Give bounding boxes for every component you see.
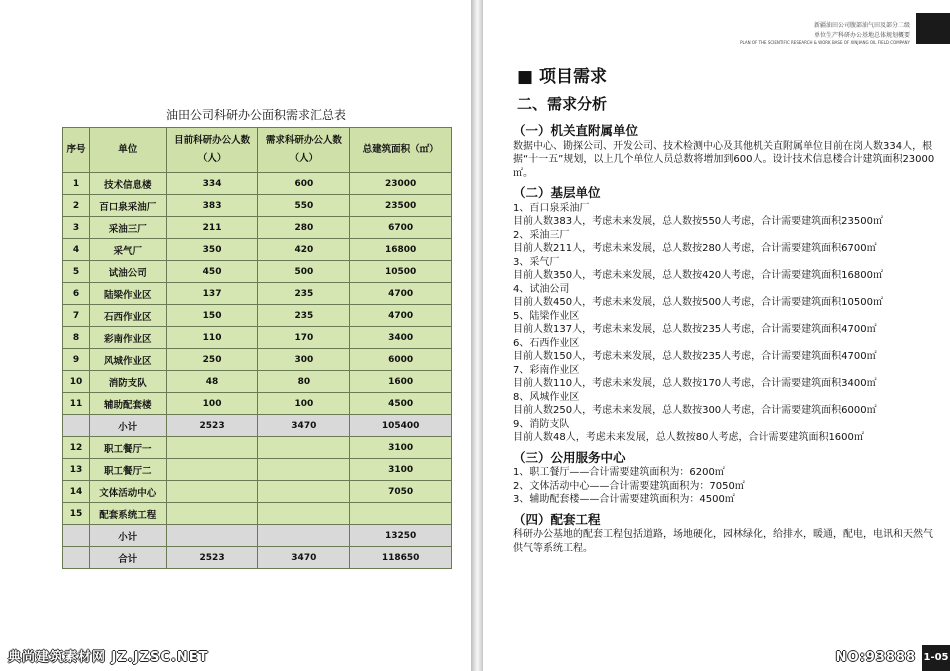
cell-unit: 技术信息楼: [89, 173, 166, 195]
cell-no: [63, 525, 90, 547]
header-line: PLAN OF THE SCIENTIFIC RESEARCH & WORK BASE OF XINJIANG OIL FIELD COMPANY: [740, 40, 910, 45]
cell-need: 235: [258, 283, 350, 305]
cell-current: 211: [166, 217, 258, 239]
table-row: [63, 283, 452, 305]
cell-current: 100: [166, 393, 258, 415]
summary-table: [62, 127, 452, 569]
block-line: 目前人数150人，考虑未来发展，总人数按235人考虑，合计需要建筑面积4700㎡: [513, 351, 877, 362]
table-row: [63, 481, 452, 503]
cell-unit: 彩南作业区: [89, 327, 166, 349]
block-line: 3、辅助配套楼——合计需要建筑面积为：4500㎡: [513, 494, 735, 505]
cell-no: 13: [63, 459, 90, 481]
cell-current: 250: [166, 349, 258, 371]
cell-current: 334: [166, 173, 258, 195]
block-line: 目前人数211人，考虑未来发展，总人数按280人考虑，合计需要建筑面积6700㎡: [513, 243, 877, 254]
cell-current: 2523: [166, 547, 258, 569]
block-line: 目前人数250人，考虑未来发展，总人数按300人考虑，合计需要建筑面积6000㎡: [513, 405, 877, 416]
cell-unit: 辅助配套楼: [89, 393, 166, 415]
cell-area: 10500: [350, 261, 452, 283]
cell-unit: 百口泉采油厂: [89, 195, 166, 217]
table-row: [63, 173, 452, 195]
cell-area: 23500: [350, 195, 452, 217]
cell-no: 1: [63, 173, 90, 195]
block-line: 3、采气厂: [513, 256, 560, 268]
cell-unit: 石西作业区: [89, 305, 166, 327]
watermark-number: NO:93888: [835, 650, 916, 665]
block-line: 目前人数450人，考虑未来发展，总人数按500人考虑，合计需要建筑面积10500㎡: [513, 297, 883, 308]
cell-unit: 小计: [89, 415, 166, 437]
cell-need: 170: [258, 327, 350, 349]
block-line: 4、试油公司: [513, 283, 570, 295]
cell-current: [166, 459, 258, 481]
cell-area: 23000: [350, 173, 452, 195]
cell-need: [258, 437, 350, 459]
table-row: [63, 393, 452, 415]
cell-area: 3100: [350, 459, 452, 481]
table-row: [63, 239, 452, 261]
table-row: [63, 305, 452, 327]
page-number: 1-05: [922, 645, 950, 671]
subtotal-row: [63, 415, 452, 437]
cell-area: 3400: [350, 327, 452, 349]
cell-unit: 合计: [89, 547, 166, 569]
table-body: [63, 173, 452, 569]
cell-current: 450: [166, 261, 258, 283]
analysis-content: [513, 124, 938, 561]
cell-no: 14: [63, 481, 90, 503]
cell-unit: 职工餐厅一: [89, 437, 166, 459]
cell-unit: 职工餐厅二: [89, 459, 166, 481]
section-title: ■ 项目需求: [517, 67, 607, 87]
block-line: 8、风城作业区: [513, 391, 580, 403]
left-page: [0, 0, 471, 671]
cell-current: 150: [166, 305, 258, 327]
table-row: [63, 503, 452, 525]
block-line: 目前人数48人，考虑未来发展，总人数按80人考虑，合计需要建筑面积1600㎡: [513, 432, 864, 443]
cell-area: 3100: [350, 437, 452, 459]
cell-need: 3470: [258, 415, 350, 437]
block-line: 目前人数383人，考虑未来发展，总人数按550人考虑，合计需要建筑面积23500㎡: [513, 216, 883, 227]
cell-area: 6700: [350, 217, 452, 239]
cell-no: 8: [63, 327, 90, 349]
cell-area: [350, 503, 452, 525]
cell-need: 300: [258, 349, 350, 371]
cell-current: 350: [166, 239, 258, 261]
cell-no: 5: [63, 261, 90, 283]
cell-need: 500: [258, 261, 350, 283]
watermark-site: 典尚建筑素材网 JZ.JZSC.NET: [8, 650, 209, 665]
cell-current: 110: [166, 327, 258, 349]
cell-unit: 陆梁作业区: [89, 283, 166, 305]
table-row: [63, 459, 452, 481]
header-line: 单位生产科研办公基地总体规划概要: [813, 32, 910, 39]
block-line: 目前人数137人，考虑未来发展，总人数按235人考虑，合计需要建筑面积4700㎡: [513, 324, 877, 335]
cell-unit: 消防支队: [89, 371, 166, 393]
cell-no: [63, 415, 90, 437]
cell-area: 4700: [350, 283, 452, 305]
cell-need: [258, 525, 350, 547]
block-line: 目前人数350人，考虑未来发展，总人数按420人考虑，合计需要建筑面积16800㎡: [513, 270, 883, 281]
cell-unit: 小计: [89, 525, 166, 547]
col-header-unit: 单位: [89, 128, 166, 173]
cell-need: 100: [258, 393, 350, 415]
cell-area: 13250: [350, 525, 452, 547]
cell-area: 6000: [350, 349, 452, 371]
cell-area: 105400: [350, 415, 452, 437]
block-heading: （三）公用服务中心: [513, 449, 626, 465]
col-header-current: 目前科研办公人数（人）: [166, 128, 258, 173]
analysis-block: [513, 513, 938, 556]
col-header-area: 总建筑面积（㎡）: [350, 128, 452, 173]
block-line: 2、采油三厂: [513, 229, 570, 241]
header-line: 新疆油田公司腹部油气田及部分二级: [813, 22, 910, 29]
cell-need: 420: [258, 239, 350, 261]
cell-unit: 试油公司: [89, 261, 166, 283]
table-row: [63, 327, 452, 349]
cell-no: 6: [63, 283, 90, 305]
table-row: [63, 261, 452, 283]
analysis-block: [513, 451, 938, 507]
col-header-need: 需求科研办公人数（人）: [258, 128, 350, 173]
cell-current: 48: [166, 371, 258, 393]
cell-need: 280: [258, 217, 350, 239]
cell-unit: 采油三厂: [89, 217, 166, 239]
header-bar: [916, 13, 950, 44]
table-header-row: [63, 128, 452, 173]
cell-no: 15: [63, 503, 90, 525]
header-tag: [740, 13, 950, 55]
analysis-block: [513, 186, 938, 445]
cell-unit: 配套系统工程: [89, 503, 166, 525]
col-header-no: 序号: [63, 128, 90, 173]
table-row: [63, 349, 452, 371]
cell-need: 600: [258, 173, 350, 195]
section-subtitle: 二、需求分析: [517, 95, 608, 113]
cell-need: 80: [258, 371, 350, 393]
table-row: [63, 437, 452, 459]
cell-unit: 风城作业区: [89, 349, 166, 371]
page-gutter: [471, 0, 483, 671]
cell-need: 235: [258, 305, 350, 327]
block-line: 1、百口泉采油厂: [513, 202, 590, 214]
cell-current: 2523: [166, 415, 258, 437]
table-row: [63, 195, 452, 217]
block-line: 科研办公基地的配套工程包括道路，场地硬化，园林绿化，给排水，暖通，配电，电讯和天然气供气等系统工程。: [513, 529, 933, 554]
cell-current: [166, 503, 258, 525]
table-row: [63, 217, 452, 239]
cell-current: [166, 437, 258, 459]
block-line: 1、职工餐厅——合计需要建筑面积为：6200㎡: [513, 467, 725, 478]
cell-current: 383: [166, 195, 258, 217]
cell-area: 16800: [350, 239, 452, 261]
cell-unit: 采气厂: [89, 239, 166, 261]
cell-area: 1600: [350, 371, 452, 393]
cell-need: 3470: [258, 547, 350, 569]
cell-no: 4: [63, 239, 90, 261]
block-line: 目前人数110人，考虑未来发展，总人数按170人考虑，合计需要建筑面积3400㎡: [513, 378, 877, 389]
block-line: 5、陆梁作业区: [513, 310, 580, 322]
cell-area: 4700: [350, 305, 452, 327]
subtotal-row: [63, 525, 452, 547]
cell-no: 3: [63, 217, 90, 239]
cell-area: 118650: [350, 547, 452, 569]
cell-current: 137: [166, 283, 258, 305]
block-line: 2、文体活动中心——合计需要建筑面积为：7050㎡: [513, 480, 745, 492]
block-heading: （一）机关直附属单位: [513, 123, 639, 138]
cell-no: 11: [63, 393, 90, 415]
cell-no: 2: [63, 195, 90, 217]
cell-no: 9: [63, 349, 90, 371]
analysis-block: [513, 124, 938, 180]
cell-no: 7: [63, 305, 90, 327]
right-page: [483, 0, 950, 671]
cell-current: [166, 525, 258, 547]
subtotal-row: [63, 547, 452, 569]
cell-need: [258, 459, 350, 481]
block-line: 9、消防支队: [513, 418, 570, 430]
cell-no: 10: [63, 371, 90, 393]
cell-area: 4500: [350, 393, 452, 415]
block-heading: （四）配套工程: [513, 511, 601, 527]
table-row: [63, 371, 452, 393]
cell-no: [63, 547, 90, 569]
cell-current: [166, 481, 258, 503]
cell-need: 550: [258, 195, 350, 217]
cell-no: 12: [63, 437, 90, 459]
table-title: 油田公司科研办公面积需求汇总表: [165, 108, 346, 122]
block-line: 数据中心、勘探公司、开发公司、技术检测中心及其他机关直附属单位目前在岗人数334人，根据“十一五”规划，以上几个单位人员总数将增加到600人。设计技术信息楼合计建筑面积23000㎡。: [513, 140, 935, 179]
cell-area: 7050: [350, 481, 452, 503]
block-line: 6、石西作业区: [513, 337, 580, 349]
block-line: 7、彩南作业区: [513, 364, 580, 376]
block-heading: （二）基层单位: [513, 185, 601, 200]
cell-need: [258, 481, 350, 503]
cell-need: [258, 503, 350, 525]
cell-unit: 文体活动中心: [89, 481, 166, 503]
